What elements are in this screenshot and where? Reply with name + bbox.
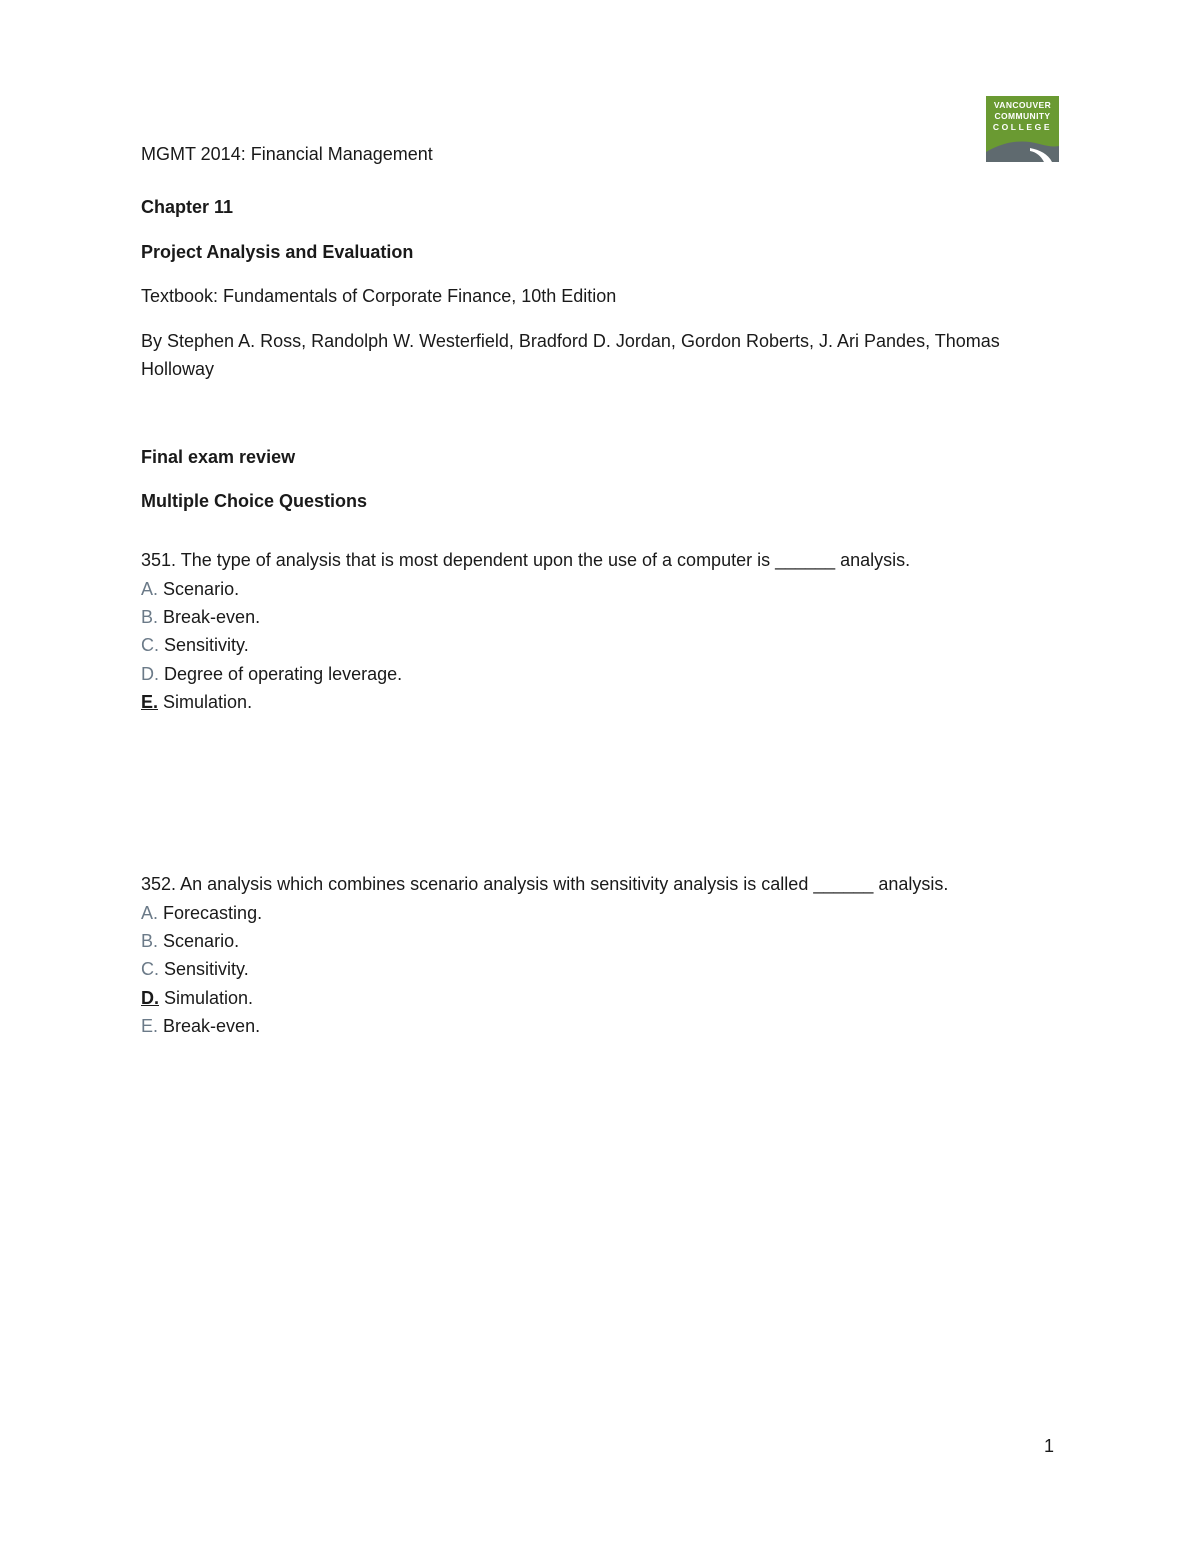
section-title: Final exam review <box>141 447 296 467</box>
course-title: MGMT 2014: Financial Management <box>141 144 433 164</box>
correct-answer-letter: E. <box>141 692 159 712</box>
option-352-b <box>141 929 239 953</box>
option-letter: B. <box>141 931 159 951</box>
option-text: Simulation. <box>164 988 254 1008</box>
question-text: The type of analysis that is most dependent upon the use of a computer is ______ analysis. <box>180 550 911 570</box>
question-number: 351. <box>141 550 177 570</box>
option-352-c <box>141 957 249 981</box>
option-text: Degree of operating leverage. <box>164 664 403 684</box>
option-text: Sensitivity. <box>164 635 249 655</box>
page-number: 1 <box>1044 1436 1055 1456</box>
question-number: 352. <box>141 874 177 894</box>
option-351-b <box>141 605 260 629</box>
vancouver-community-college-logo <box>986 96 1059 162</box>
option-351-d <box>141 662 402 686</box>
subsection-title: Multiple Choice Questions <box>141 491 368 511</box>
option-letter: A. <box>141 579 159 599</box>
textbook-line: Textbook: Fundamentals of Corporate Finance, 10th Edition <box>141 286 617 306</box>
option-letter: D. <box>141 664 159 684</box>
option-351-e <box>141 690 252 714</box>
option-352-d <box>141 986 253 1010</box>
chapter-heading: Chapter 11 <box>141 197 234 217</box>
option-letter: E. <box>141 1016 159 1036</box>
option-352-e <box>141 1014 260 1038</box>
logo-line-2: COMMUNITY <box>994 111 1051 121</box>
chapter-title: Project Analysis and Evaluation <box>141 242 414 262</box>
logo-line-3: COLLEGE <box>992 122 1053 132</box>
question-351 <box>141 548 910 572</box>
option-text: Forecasting. <box>163 903 263 923</box>
option-text: Simulation. <box>163 692 253 712</box>
option-letter: C. <box>141 959 159 979</box>
option-text: Sensitivity. <box>164 959 249 979</box>
option-text: Scenario. <box>163 931 240 951</box>
option-text: Break-even. <box>163 607 261 627</box>
option-351-c <box>141 633 249 657</box>
option-text: Break-even. <box>163 1016 261 1036</box>
option-352-a <box>141 901 262 925</box>
option-letter: B. <box>141 607 159 627</box>
question-352 <box>141 872 948 896</box>
option-text: Scenario. <box>163 579 240 599</box>
question-text: An analysis which combines scenario analysis with sensitivity analysis is called ______ analysis. <box>180 874 949 894</box>
correct-answer-letter: D. <box>141 988 159 1008</box>
logo-line-1: VANCOUVER <box>993 100 1052 110</box>
option-351-a <box>141 577 239 601</box>
option-letter: C. <box>141 635 159 655</box>
authors-line: By Stephen A. Ross, Randolph W. Westerfield, Bradford D. Jordan, Gordon Roberts, J. Ari Pandes, Thomas Holloway <box>141 331 1000 379</box>
option-letter: A. <box>141 903 159 923</box>
